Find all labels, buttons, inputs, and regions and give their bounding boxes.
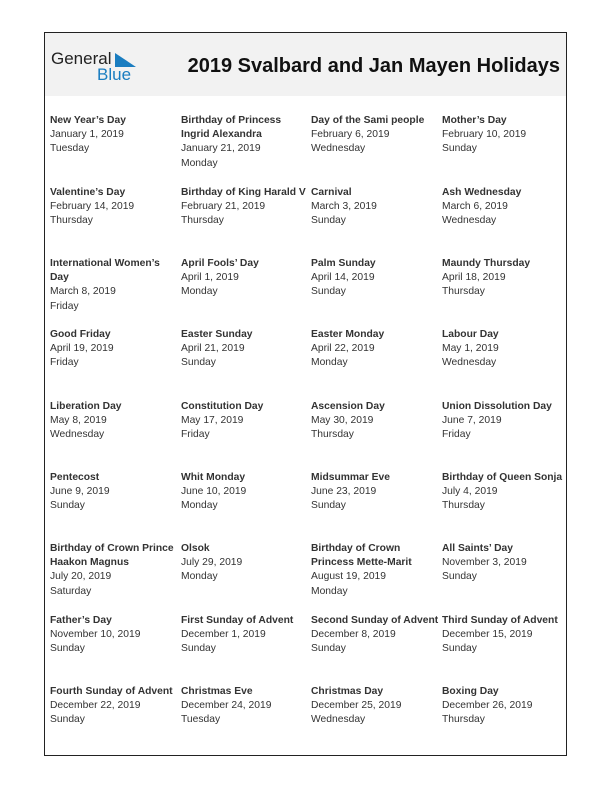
holiday-weekday: Thursday (50, 215, 93, 227)
holiday-entry (311, 471, 439, 514)
holiday-date: August 19, 2019 (311, 571, 386, 583)
holiday-weekday: Sunday (311, 500, 346, 512)
holiday-entry (442, 186, 570, 229)
holiday-weekday: Sunday (311, 215, 346, 227)
holiday-name: Easter Monday (311, 329, 385, 340)
page-frame (44, 32, 567, 756)
holiday-date: February 14, 2019 (50, 201, 135, 213)
holiday-date: May 17, 2019 (181, 415, 244, 427)
holiday-entry (442, 542, 570, 585)
holiday-entry (442, 257, 570, 300)
holiday-entry (181, 614, 309, 657)
holiday-name: Birthday of Crown Princess Mette-Marit (311, 543, 412, 569)
holiday-entry (311, 114, 439, 157)
holiday-name: Fourth Sunday of Advent (50, 686, 173, 697)
holiday-date: July 4, 2019 (442, 486, 498, 498)
holiday-name: Ascension Day (311, 401, 385, 412)
holiday-date: June 9, 2019 (50, 486, 110, 498)
holiday-weekday: Monday (181, 157, 218, 169)
holiday-date: April 1, 2019 (181, 272, 239, 284)
holiday-date: June 7, 2019 (442, 415, 502, 427)
holiday-name: Birthday of Princess Ingrid Alexandra (181, 115, 282, 141)
holiday-entry (442, 471, 570, 514)
holiday-date: July 29, 2019 (181, 557, 243, 569)
holiday-weekday: Sunday (311, 643, 346, 655)
holiday-name: Carnival (311, 187, 352, 198)
holiday-name: Boxing Day (442, 686, 499, 697)
holiday-date: April 21, 2019 (181, 343, 245, 355)
holiday-name: Third Sunday of Advent (442, 615, 558, 626)
holiday-name: Liberation Day (50, 401, 122, 412)
holiday-entry (181, 400, 309, 443)
holiday-entry (181, 186, 309, 229)
holiday-weekday: Friday (181, 429, 210, 441)
holiday-name: New Year’s Day (50, 115, 126, 126)
holiday-name: Valentine’s Day (50, 187, 126, 198)
holiday-weekday: Wednesday (50, 429, 105, 441)
holiday-entry (50, 186, 178, 229)
holiday-date: May 30, 2019 (311, 415, 374, 427)
holiday-entry (50, 328, 178, 371)
holiday-weekday: Monday (311, 357, 348, 369)
holiday-date: January 1, 2019 (50, 129, 124, 141)
holiday-weekday: Wednesday (442, 215, 497, 227)
holiday-entry (50, 114, 178, 157)
holiday-entry (50, 471, 178, 514)
holiday-date: December 1, 2019 (181, 629, 266, 641)
holiday-name: First Sunday of Advent (181, 615, 294, 626)
holiday-name: Olsok (181, 543, 210, 554)
logo (51, 49, 141, 83)
holiday-name: Ash Wednesday (442, 187, 522, 198)
holiday-date: July 20, 2019 (50, 571, 112, 583)
holiday-name: Good Friday (50, 329, 111, 340)
holiday-entry (442, 685, 570, 728)
holiday-date: December 24, 2019 (181, 700, 272, 712)
holiday-entry (181, 471, 309, 514)
holiday-weekday: Friday (50, 357, 79, 369)
holiday-date: December 15, 2019 (442, 629, 533, 641)
holiday-name: Whit Monday (181, 472, 246, 483)
holiday-weekday: Sunday (442, 143, 477, 155)
holiday-date: April 19, 2019 (50, 343, 114, 355)
holiday-entry (50, 685, 178, 728)
holiday-weekday: Monday (181, 286, 218, 298)
holiday-weekday: Wednesday (311, 143, 366, 155)
holiday-weekday: Friday (50, 300, 79, 312)
holiday-weekday: Sunday (181, 357, 216, 369)
holiday-weekday: Thursday (442, 500, 485, 512)
holiday-entry (50, 400, 178, 443)
holiday-entry (311, 685, 439, 728)
holiday-weekday: Wednesday (311, 714, 366, 726)
holiday-weekday: Thursday (442, 714, 485, 726)
page-title: 2019 Svalbard and Jan Mayen Holidays (187, 55, 560, 77)
holiday-date: March 8, 2019 (50, 286, 116, 298)
holiday-entry (311, 257, 439, 300)
holiday-entry (181, 328, 309, 371)
holiday-entry (181, 114, 309, 171)
holiday-weekday: Thursday (442, 286, 485, 298)
holiday-weekday: Sunday (311, 286, 346, 298)
holiday-entry (50, 257, 178, 314)
holiday-name: April Fools’ Day (181, 258, 259, 269)
holiday-name: Maundy Thursday (442, 258, 531, 269)
holiday-date: March 6, 2019 (442, 201, 508, 213)
holiday-entry (50, 614, 178, 657)
holiday-name: Father’s Day (50, 615, 112, 626)
holiday-name: Christmas Day (311, 686, 384, 697)
holiday-name: Easter Sunday (181, 329, 253, 340)
holiday-name: Birthday of Crown Prince Haakon Magnus (50, 543, 174, 569)
holiday-name: All Saints’ Day (442, 543, 513, 554)
holiday-date: April 18, 2019 (442, 272, 506, 284)
holiday-entry (442, 614, 570, 657)
holiday-date: December 22, 2019 (50, 700, 141, 712)
holiday-date: January 21, 2019 (181, 143, 261, 155)
holiday-entry (181, 542, 309, 585)
holiday-name: Christmas Eve (181, 686, 253, 697)
holiday-entry (442, 114, 570, 157)
holiday-date: December 8, 2019 (311, 629, 396, 641)
holiday-weekday: Thursday (181, 215, 224, 227)
holiday-date: November 3, 2019 (442, 557, 527, 569)
holiday-name: Second Sunday of Advent (311, 615, 439, 626)
holiday-weekday: Friday (442, 429, 471, 441)
holiday-name: Day of the Sami people (311, 115, 425, 126)
holiday-name: International Women’s Day (50, 258, 160, 284)
holiday-name: Pentecost (50, 472, 100, 483)
holiday-date: February 21, 2019 (181, 201, 266, 213)
holiday-weekday: Monday (311, 585, 348, 597)
holiday-name: Mother’s Day (442, 115, 507, 126)
header (45, 33, 566, 96)
holiday-weekday: Sunday (50, 500, 85, 512)
holiday-weekday: Tuesday (181, 714, 221, 726)
holiday-entry (442, 400, 570, 443)
holiday-entry (181, 685, 309, 728)
holiday-date: April 22, 2019 (311, 343, 375, 355)
holiday-weekday: Sunday (442, 571, 477, 583)
logo-word-general: General (51, 49, 112, 68)
holiday-weekday: Wednesday (442, 357, 497, 369)
holiday-weekday: Thursday (311, 429, 354, 441)
holiday-entry (311, 614, 439, 657)
holiday-weekday: Monday (181, 500, 218, 512)
holiday-name: Constitution Day (181, 401, 264, 412)
holiday-date: December 26, 2019 (442, 700, 533, 712)
holiday-date: February 10, 2019 (442, 129, 527, 141)
holiday-entry (311, 400, 439, 443)
holiday-entry (311, 542, 439, 599)
holiday-weekday: Sunday (50, 643, 85, 655)
holiday-weekday: Sunday (442, 643, 477, 655)
holiday-date: April 14, 2019 (311, 272, 375, 284)
holiday-weekday: Saturday (50, 585, 92, 597)
holiday-name: Birthday of King Harald V (181, 187, 306, 198)
holiday-date: June 10, 2019 (181, 486, 247, 498)
holiday-name: Union Dissolution Day (442, 401, 552, 412)
holiday-date: December 25, 2019 (311, 700, 402, 712)
holiday-weekday: Sunday (181, 643, 216, 655)
holiday-date: November 10, 2019 (50, 629, 141, 641)
logo-word-blue: Blue (97, 65, 132, 84)
holiday-name: Labour Day (442, 329, 499, 340)
holiday-name: Palm Sunday (311, 258, 376, 269)
holiday-entry (50, 542, 178, 599)
holiday-weekday: Sunday (50, 714, 85, 726)
holiday-date: May 8, 2019 (50, 415, 107, 427)
holiday-weekday: Monday (181, 571, 218, 583)
holiday-weekday: Tuesday (50, 143, 90, 155)
holiday-date: May 1, 2019 (442, 343, 499, 355)
holiday-date: June 23, 2019 (311, 486, 377, 498)
holiday-entry (311, 186, 439, 229)
holiday-entry (442, 328, 570, 371)
holiday-date: February 6, 2019 (311, 129, 390, 141)
holiday-entry (311, 328, 439, 371)
holiday-date: March 3, 2019 (311, 201, 377, 213)
holiday-entry (181, 257, 309, 300)
holiday-name: Midsummar Eve (311, 472, 390, 483)
holiday-name: Birthday of Queen Sonja (442, 472, 563, 483)
